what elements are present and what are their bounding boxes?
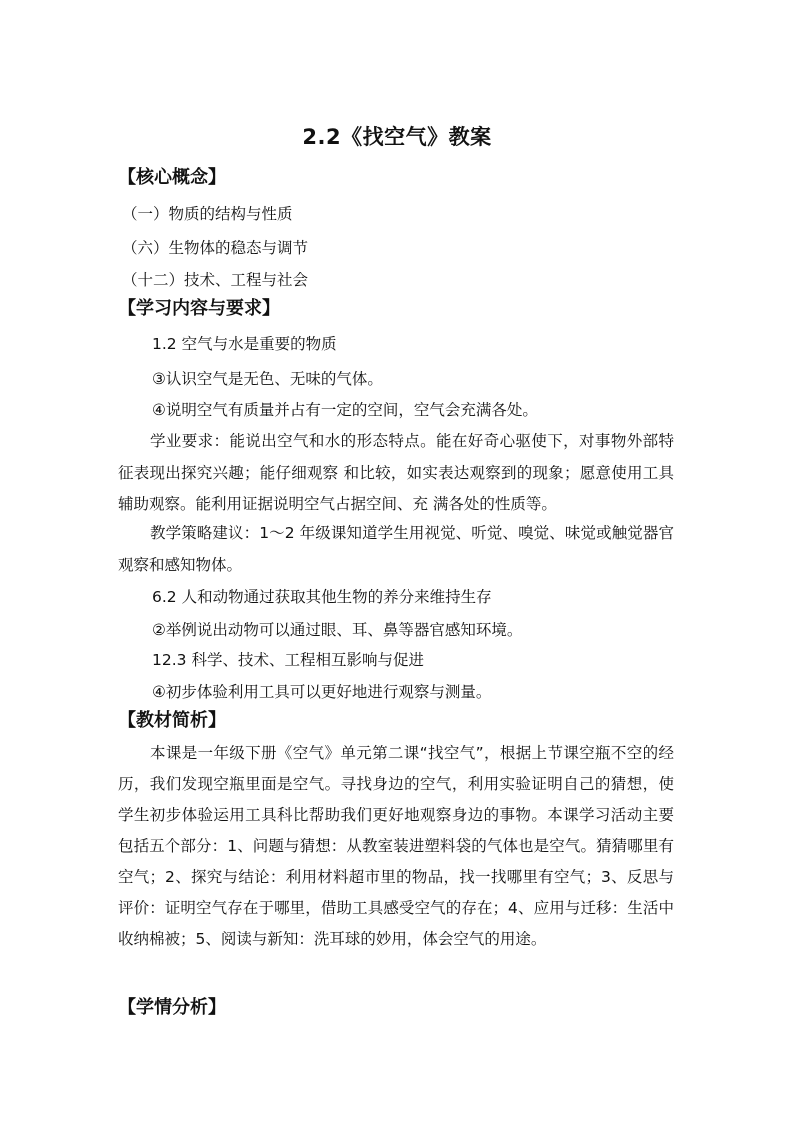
core-concept-item: （十二）技术、工程与社会 <box>122 271 309 289</box>
heading-student-analysis: 【学情分析】 <box>118 997 226 1018</box>
heading-learning-content: 【学习内容与要求】 <box>118 298 280 319</box>
heading-core-concepts: 【核心概念】 <box>118 167 226 188</box>
page-title: 2.2《找空气》教案 <box>302 125 492 149</box>
textbook-analysis-paragraph: 本课是一年级下册《空气》单元第二课“找空气”，根据上节课空瓶不空的经历，我们发现空瓶里面是空气。寻找身边的空气，利用实验证明自己的猜想，使学生初步体验运用工具科比帮助我们更好地观察身边的事物。本课学习活动主要包括五个部分：1、问题与猜想：从教室装进塑料袋的气体也是空气。猜猜哪里有空气；2、探究与结论：利用材料超市里的物品，找一找哪里有空气；3、反思与评价：证明空气存在于哪里，借助工具感受空气的存在；4、应用与迁移：生活中收纳棉被；5、阅读与新知：洗耳球的妙用，体会空气的用途。 <box>118 744 674 948</box>
core-concept-item: （六）生物体的稳态与调节 <box>122 239 309 257</box>
teaching-strategy-paragraph: 教学策略建议：1～2 年级课知道学生用视觉、听觉、嗅觉、味觉或触觉器官观察和感知物体。 <box>118 524 674 574</box>
learning-point: ④初步体验利用工具可以更好地进行观察与测量。 <box>152 683 492 701</box>
learning-item-1-2: 1.2 空气与水是重要的物质 <box>152 335 337 353</box>
heading-textbook-analysis: 【教材简析】 <box>118 710 226 731</box>
learning-point: ③认识空气是无色、无味的气体。 <box>152 370 383 388</box>
learning-item-12-3: 12.3 科学、技术、工程相互影响与促进 <box>152 651 424 669</box>
learning-item-6-2: 6.2 人和动物通过获取其他生物的养分来维持生存 <box>152 588 492 606</box>
core-concept-item: （一）物质的结构与性质 <box>122 205 293 223</box>
learning-point: ②举例说出动物可以通过眼、耳、鼻等器官感知环境。 <box>152 621 523 639</box>
learning-point: ④说明空气有质量并占有一定的空间，空气会充满各处。 <box>152 401 538 419</box>
academic-requirement-paragraph: 学业要求：能说出空气和水的形态特点。能在好奇心驱使下，对事物外部特征表现出探究兴趣；能仔细观察 和比较，如实表达观察到的现象；愿意使用工具辅助观察。能利用证据说明空气占据空间、充 满各处的性质等。 <box>118 432 674 513</box>
